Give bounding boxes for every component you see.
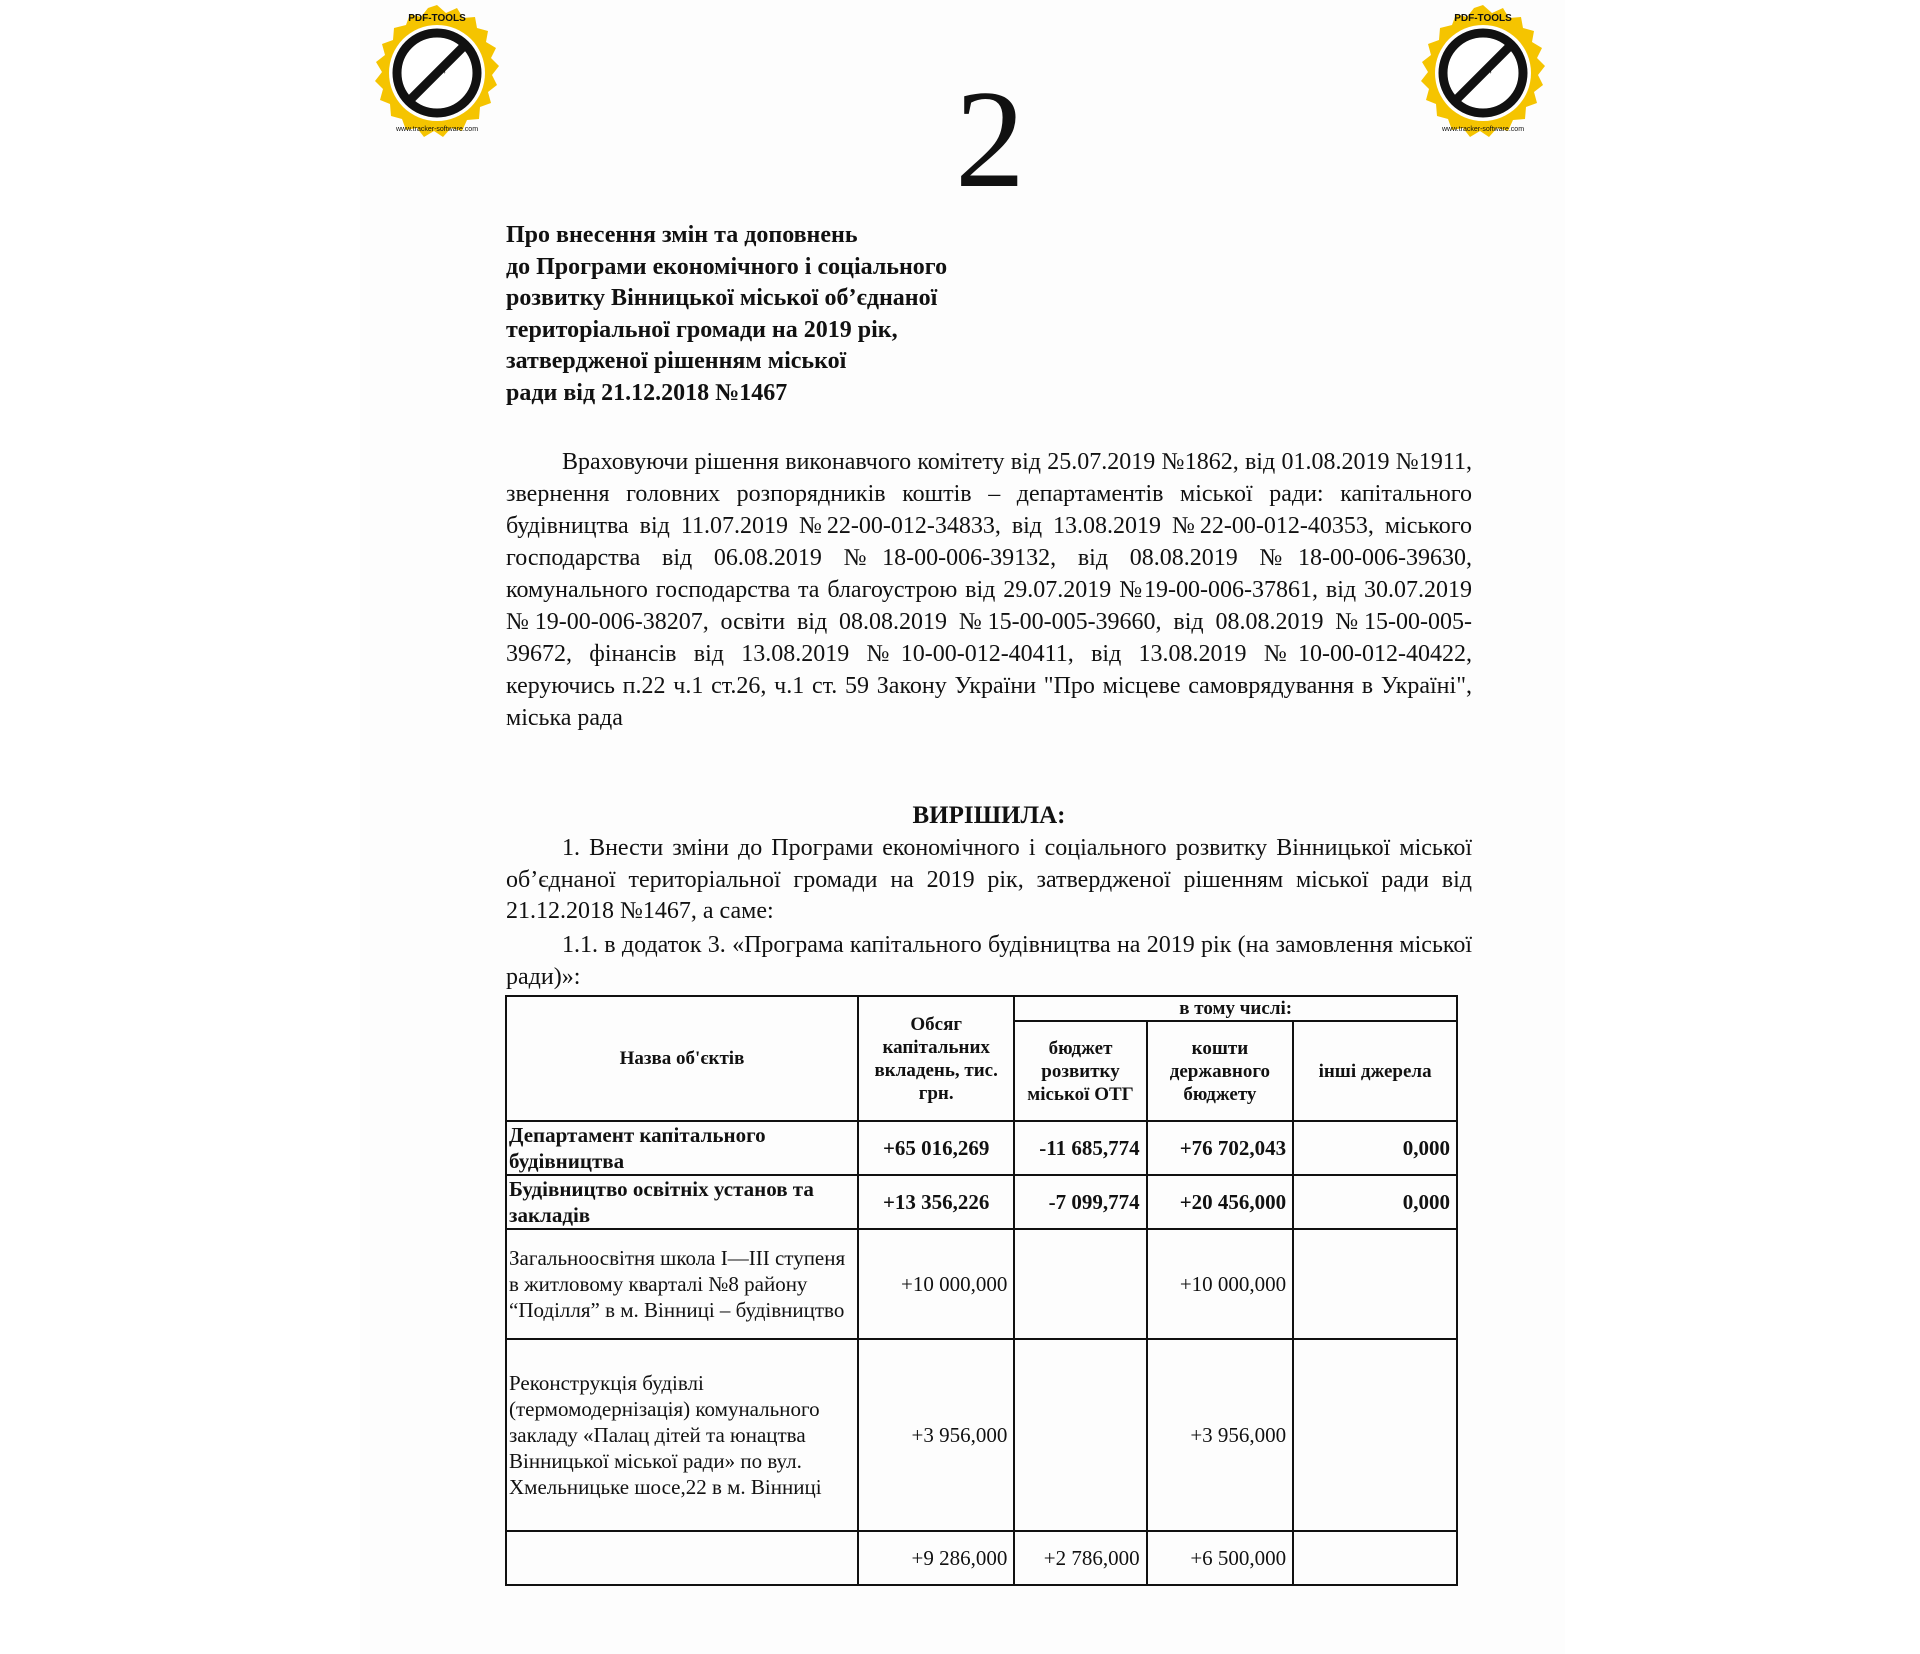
header-total: Обсяг капітальних вкладень, тис. грн. xyxy=(858,996,1014,1121)
decided-heading: ВИРІШИЛА: xyxy=(912,802,1066,829)
stamp-label-center: Click to buy NOW! xyxy=(1457,47,1511,101)
row-total: +65 016,269 xyxy=(858,1121,1014,1175)
row-other: 0,000 xyxy=(1293,1175,1457,1229)
row-city: +2 786,000 xyxy=(1014,1531,1146,1585)
title-line: територіальної громади на 2019 рік, xyxy=(506,316,898,343)
stamp-label-top: PDF-TOOLS xyxy=(1454,13,1512,24)
stamp-label-top: PDF-TOOLS xyxy=(408,13,466,24)
row-other xyxy=(1293,1229,1457,1339)
title-line: розвитку Вінницької міської об’єднаної xyxy=(506,285,938,311)
row-city: -7 099,774 xyxy=(1014,1175,1146,1229)
header-other: інші джерела xyxy=(1293,1021,1457,1121)
header-including: в тому числі: xyxy=(1014,996,1457,1021)
row-total: +9 286,000 xyxy=(858,1531,1014,1585)
row-city: -11 685,774 xyxy=(1014,1121,1146,1175)
row-other xyxy=(1293,1339,1457,1531)
table-row xyxy=(506,1121,1457,1175)
row-state: +20 456,000 xyxy=(1147,1175,1294,1229)
row-total: +3 956,000 xyxy=(858,1339,1014,1531)
row-other xyxy=(1293,1531,1457,1585)
title-line: Про внесення змін та доповнень xyxy=(506,222,858,248)
row-total: +10 000,000 xyxy=(858,1229,1014,1339)
row-name: Будівництво освітніх установ та закладів xyxy=(506,1175,858,1229)
row-name: Загальноосвітня школа І—ІІІ ступеня в житловому кварталі №8 району “Поділля” в м. Вінниці – будівництво xyxy=(506,1229,858,1339)
preamble-paragraph: Враховуючи рішення виконавчого комітету від 25.07.2019 №1862, від 01.08.2019 №1911, звернення головних розпорядників коштів – департаментів міської ради: капітального будівництва від 11.07.2019 №22-00-012-34833, від 13.08.2019 №22-00-012-40353, міського господарства від 06.08.2019 №18-00-006-39132, від 08.08.2019 №18-00-006-39630, комунального господарства та благоустрою від 29.07.2019 №19-00-006-37861, від 30.07.2019 №19-00-006-38207, освіти від 08.08.2019 №15-00-005-39660, від 08.08.2019 №15-00-005-39672, фінансів від 13.08.2019 №10-00-012-40411, від 13.08.2019 №10-00-012-40422, керуючись п.22 ч.1 ст.26, ч.1 ст. 59 Закону України "Про місцеве самоврядування в Україні", міська рада xyxy=(506,449,1472,731)
row-name: Реконструкція будівлі (термомодернізація) комунального закладу «Палац дітей та юнацтва Вінницької міської ради» по вул. Хмельницьке шосе,22 в м. Вінниці xyxy=(506,1339,858,1531)
row-city xyxy=(1014,1339,1146,1531)
row-name xyxy=(506,1531,858,1585)
title-line: ради від 21.12.2018 №1467 xyxy=(506,379,788,406)
title-line: затвердженої рішенням міської xyxy=(506,348,847,374)
page-number: 2 xyxy=(955,62,1025,217)
row-total: +13 356,226 xyxy=(858,1175,1014,1229)
stamp-label-bottom: www.tracker-software.com xyxy=(395,126,479,133)
stamp-label-bottom: www.tracker-software.com xyxy=(1441,126,1525,133)
row-name: Департамент капітального будівництва xyxy=(506,1121,858,1175)
header-city: бюджет розвитку міської ОТГ xyxy=(1014,1021,1146,1121)
pdf-tools-stamp-right[interactable] xyxy=(1408,3,1558,153)
table-row xyxy=(506,1339,1457,1531)
table-row xyxy=(506,1175,1457,1229)
document-title xyxy=(506,220,1086,409)
title-line: до Програми економічного і соціального xyxy=(506,253,948,280)
table-row xyxy=(506,1531,1457,1585)
stamp-label-center: Click to buy NOW! xyxy=(411,47,465,101)
row-state: +76 702,043 xyxy=(1147,1121,1294,1175)
budget-table xyxy=(505,995,1458,1586)
table-header-row xyxy=(506,996,1457,1021)
item-1-1-paragraph: 1.1. в додаток 3. «Програма капітального будівництва на 2019 рік (на замовлення міської ради)»: xyxy=(506,932,1472,990)
table-row xyxy=(506,1229,1457,1339)
row-state: +3 956,000 xyxy=(1147,1339,1294,1531)
row-other: 0,000 xyxy=(1293,1121,1457,1175)
row-state: +6 500,000 xyxy=(1147,1531,1294,1585)
item-1-paragraph: 1. Внести зміни до Програми економічного і соціального розвитку Вінницької міської об’єднаної територіальної громади на 2019 рік, затвердженої рішенням міської ради від 21.12.2018 №1467, а саме: xyxy=(506,835,1472,924)
header-name: Назва об'єктів xyxy=(506,996,858,1121)
pdf-tools-stamp-left[interactable] xyxy=(362,3,512,153)
row-city xyxy=(1014,1229,1146,1339)
row-state: +10 000,000 xyxy=(1147,1229,1294,1339)
header-state: кошти державного бюджету xyxy=(1147,1021,1294,1121)
